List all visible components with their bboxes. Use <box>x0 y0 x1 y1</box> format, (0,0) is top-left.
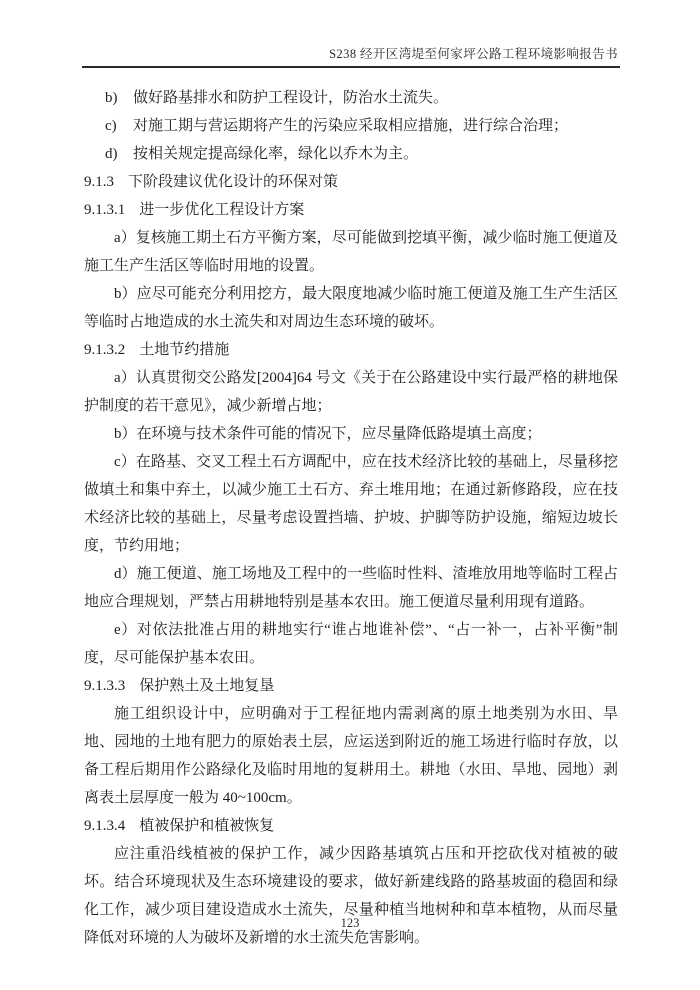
heading-number: 9.1.3.3 <box>84 678 126 694</box>
list-marker-c: c) <box>105 118 117 134</box>
paragraph-9-1-3-2-a: a）认真贯彻交公路发[2004]64 号文《关于在公路建设中实行最严格的耕地保护制度的若干意见》，减少新增占地； <box>84 370 618 414</box>
heading-number: 9.1.3.4 <box>84 818 126 834</box>
section-heading-9-1-3 <box>84 168 618 196</box>
heading-title: 下阶段建议优化设计的环保对策 <box>128 174 339 190</box>
section-heading-9-1-3-3 <box>84 672 618 700</box>
heading-title: 土地节约措施 <box>139 342 230 358</box>
heading-title: 保护熟土及土地复垦 <box>139 678 275 694</box>
paragraph-9-1-3-2-e: e）对依法批准占用的耕地实行“谁占地谁补偿”、“占一补一，占补平衡”制度，尽可能保护基本农田。 <box>84 622 618 666</box>
list-text-b: 做好路基排水和防护工程设计，防治水土流失。 <box>133 90 449 106</box>
paragraph-9-1-3-2-c: c）在路基、交叉工程土石方调配中，应在技术经济比较的基础上，尽量移挖做填土和集中弃土，以减少施工土石方、弃土堆用地；在通过新修路段，应在技术经济比较的基础上，尽量考虑设置挡墙、护坡、护脚等防护设施，缩短边坡长度，节约用地； <box>84 454 618 554</box>
page-footer <box>0 916 700 931</box>
list-marker-b: b) <box>105 90 118 106</box>
paragraph-9-1-3-2-d: d）施工便道、施工场地及工程中的一些临时性料、渣堆放用地等临时工程占地应合理规划，严禁占用耕地特别是基本农田。施工便道尽量利用现有道路。 <box>84 566 618 610</box>
list-item-c <box>84 112 618 140</box>
heading-number: 9.1.3.1 <box>84 202 126 218</box>
page-number: 123 <box>340 916 360 930</box>
heading-title: 植被保护和植被恢复 <box>139 818 275 834</box>
paragraph-9-1-3-1-a: a）复核施工期土石方平衡方案，尽可能做到挖填平衡，减少临时施工便道及施工生产生活区等临时用地的设置。 <box>84 230 618 274</box>
paragraph-9-1-3-4: 应注重沿线植被的保护工作，减少因路基填筑占压和开挖砍伐对植被的破坏。结合环境现状及生态环境建设的要求，做好新建线路的路基坡面的稳固和绿化工作，减少项目建设造成水土流失，尽量种植当地树种和草本植物，从而尽量降低对环境的人为破坏及新增的水土流失危害影响。 <box>84 846 618 946</box>
header-rule <box>82 66 620 68</box>
list-item-b <box>84 84 618 112</box>
paragraph-9-1-3-3: 施工组织设计中，应明确对于工程征地内需剥离的原土地类别为水田、旱地、园地的土地有肥力的原始表土层，应运送到附近的施工场进行临时存放，以备工程后期用作公路绿化及临时用地的复耕用土。耕地（水田、旱地、园地）剥离表土层厚度一般为 40~100cm。 <box>84 706 618 806</box>
list-marker-d: d) <box>105 146 118 162</box>
header-title: S238 经开区湾堤至何家坪公路工程环境影响报告书 <box>329 47 618 61</box>
paragraph-9-1-3-1-b: b）应尽可能充分利用挖方，最大限度地减少临时施工便道及施工生产生活区等临时占地造成的水土流失和对周边生态环境的破坏。 <box>84 286 618 330</box>
heading-title: 进一步优化工程设计方案 <box>139 202 305 218</box>
list-text-d: 按相关规定提高绿化率，绿化以乔木为主。 <box>133 146 419 162</box>
list-item-d <box>84 140 618 168</box>
page-header <box>82 44 618 62</box>
section-heading-9-1-3-2 <box>84 336 618 364</box>
heading-number: 9.1.3 <box>84 174 114 190</box>
list-text-c: 对施工期与营运期将产生的污染应采取相应措施，进行综合治理； <box>133 118 569 134</box>
section-heading-9-1-3-1 <box>84 196 618 224</box>
paragraph-9-1-3-2-b: b）在环境与技术条件可能的情况下，应尽量降低路堤填土高度； <box>114 426 542 442</box>
document-body <box>84 84 618 952</box>
section-heading-9-1-3-4 <box>84 812 618 840</box>
heading-number: 9.1.3.2 <box>84 342 126 358</box>
